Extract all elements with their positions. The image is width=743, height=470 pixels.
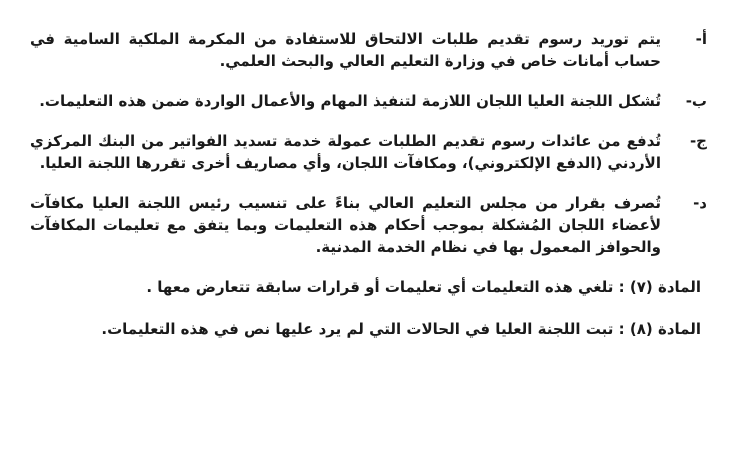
article-text: تبت اللجنة العليا في الحالات التي لم يرد عليها نص في هذه التعليمات. <box>101 320 614 338</box>
clause-text: يتم توريد رسوم تقديم طلبات الالتحاق للاستفادة من المكرمة الملكية السامية في حساب أمانات خاص في وزارة التعليم العالي والبحث العلمي. <box>30 30 661 70</box>
article-8 <box>30 318 713 340</box>
clause-text: تُشكل اللجنة العليا اللجان اللازمة لتنفيذ المهام والأعمال الواردة ضمن هذه التعليمات. <box>39 92 661 110</box>
clause-text: تُدفع من عائدات رسوم تقديم الطلبات عمولة خدمة تسديد الفواتير من البنك المركزي الأردني (الدفع الإلكتروني)، ومكافآت اللجان، وأي مصاريف أخرى تقررها اللجنة العليا. <box>30 132 661 172</box>
clause-text: تُصرف بقرار من مجلس التعليم العالي بناءً على تنسيب رئيس اللجنة العليا مكافآت لأعضاء اللجان المُشكلة بموجب أحكام هذه التعليمات وبما يتفق مع تعليمات المكافآت والحوافز المعمول بها في نظام الخدمة المدنية. <box>30 194 661 256</box>
article-title: المادة (٨) : <box>618 320 701 338</box>
article-text: تلغي هذه التعليمات أي تعليمات أو قرارات سابقة تتعارض معها . <box>146 278 614 296</box>
clause-marker: ج- <box>689 132 707 150</box>
clause-marker: د- <box>693 194 707 212</box>
article-7 <box>30 276 713 298</box>
article-title: المادة (٧) : <box>618 278 701 296</box>
clause-c <box>30 130 713 174</box>
clause-d <box>30 192 713 258</box>
clause-marker: أ- <box>695 30 707 48</box>
clause-a <box>30 28 713 72</box>
clause-marker: ب- <box>685 92 707 110</box>
clause-b <box>30 90 713 112</box>
